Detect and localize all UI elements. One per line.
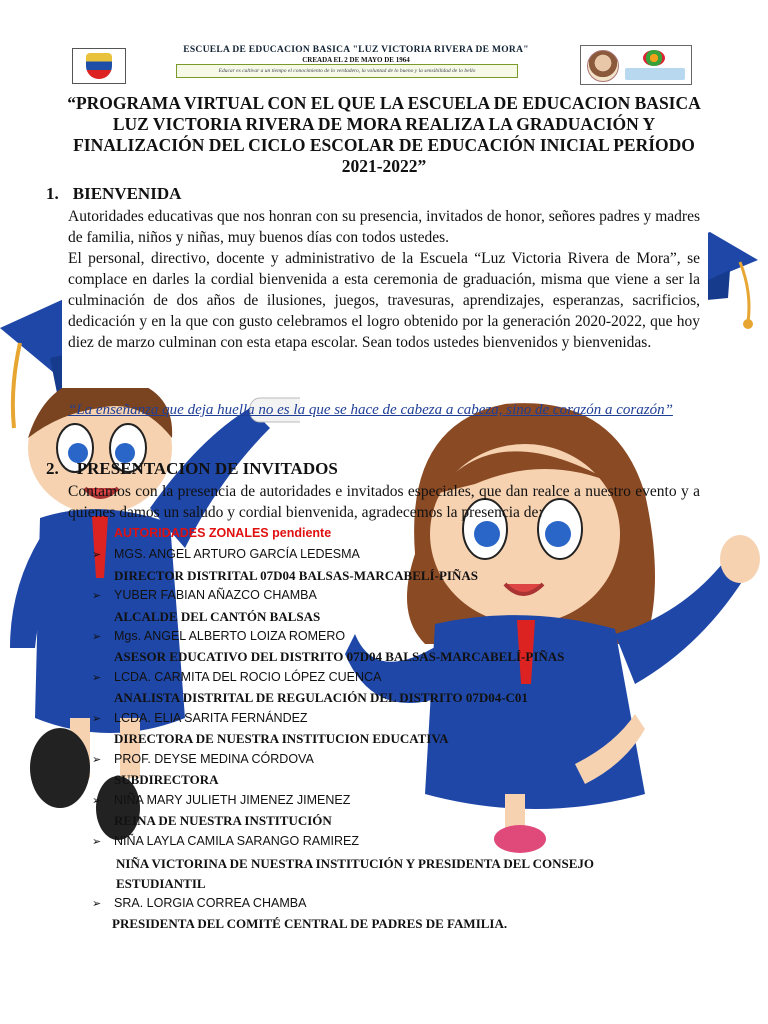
list-item	[92, 896, 306, 910]
list-item	[92, 547, 360, 561]
arrow-bullet-icon: ➢	[92, 713, 102, 725]
list-item	[92, 834, 359, 848]
graduate-girl-illustration	[345, 384, 765, 854]
guest-name: SRA. LORGIA CORREA CHAMBA	[114, 896, 307, 910]
guest-name: MGS. ANGEL ARTURO GARCÍA LEDESMA	[114, 547, 360, 561]
school-founded: CREADA EL 2 DE MAYO DE 1964	[302, 56, 410, 64]
arrow-bullet-icon: ➢	[92, 631, 102, 643]
list-item	[92, 793, 350, 807]
guest-role: NIÑA VICTORINA DE NUESTRA INSTITUCIÓN Y PRESIDENTA DEL CONSEJO ESTUDIANTIL	[116, 856, 594, 891]
arrow-bullet-icon: ➢	[92, 898, 102, 910]
section2-heading	[46, 459, 338, 479]
emblem-icon	[643, 50, 665, 66]
welcome-box	[62, 204, 708, 388]
section2-number: 2.	[46, 459, 59, 478]
arrow-bullet-icon: ➢	[92, 549, 102, 561]
section2-title: PRESENTACION DE INVITADOS	[76, 459, 338, 478]
arrow-bullet-icon: ➢	[92, 754, 102, 766]
list-item	[92, 588, 317, 602]
arrow-bullet-icon: ➢	[92, 590, 102, 602]
guest-name: NIÑA MARY JULIETH JIMENEZ JIMENEZ	[114, 793, 351, 807]
list-item	[92, 670, 381, 684]
guest-role: PRESIDENTA DEL COMITÉ CENTRAL DE PADRES DE FAMILIA.	[112, 916, 508, 931]
zonal-authorities-label	[114, 526, 331, 540]
zonal-authorities-text: AUTORIDADES ZONALES pendiente	[114, 526, 332, 540]
guest-role: ASESOR EDUCATIVO DEL DISTRITO 07D04 BALSAS-MARCABELÍ-PIÑAS	[114, 649, 565, 664]
guests-intro: Contamos con la presencia de autoridades e invitados especiales, que dan realce a nuestro evento y a quienes damos un saludo y cordial bienvenida, agradecemos la presencia de:	[68, 483, 700, 521]
guest-name: PROF. DEYSE MEDINA CÓRDOVA	[114, 752, 314, 766]
guest-name: LCDA. ELIA SARITA FERNÁNDEZ	[114, 711, 308, 725]
section1-heading	[46, 184, 181, 204]
list-item	[92, 629, 345, 643]
arrow-bullet-icon: ➢	[92, 672, 102, 684]
open-book-icon	[625, 68, 685, 80]
guest-role: DIRECTOR DISTRITAL 07D04 BALSAS-MARCABELÍ-PIÑAS	[114, 568, 478, 583]
guest-role: ALCALDE DEL CANTÓN BALSAS	[114, 609, 321, 624]
school-motto: Educar es cultivar a un tiempo el conocimiento de lo verdadero, la voluntad de lo bueno y la sensibilidad de lo bello	[176, 64, 518, 78]
arrow-bullet-icon: ➢	[92, 836, 102, 848]
list-item	[92, 752, 314, 766]
school-name: ESCUELA DE EDUCACION BASICA "LUZ VICTORIA RIVERA DE MORA"	[183, 45, 529, 55]
portrait-image	[587, 50, 619, 82]
welcome-paragraph-2: El personal, directivo, docente y administrativo de la Escuela “Luz Victoria Rivera de Mora”, se complace en darles la cordial bienvenida a esta ceremonia de graduación, misma que viene a ser la culminación de dos años de ilusiones, juegos, travesuras, aprendizajes, esperanzas, sacrificios, dedicación y en la que con gusto celebramos el logro obtenido por la generación 2020-2022, que hoy diez de marzo culminan con esta etapa escolar. Sean todos ustedes bienvenidos y bienvenidas.	[68, 250, 700, 351]
section1-title: BIENVENIDA	[72, 184, 182, 203]
institution-logos	[580, 45, 692, 85]
guest-role: ANALISTA DISTRITAL DE REGULACIÓN DEL DISTRITO 07D04-C01	[114, 690, 528, 705]
guest-role: SUBDIRECTORA	[114, 772, 219, 787]
guest-role: DIRECTORA DE NUESTRA INSTITUCION EDUCATIVA	[114, 731, 449, 746]
school-logo	[72, 48, 126, 84]
guest-name: LCDA. CARMITA DEL ROCIO LÓPEZ CUENCA	[114, 670, 382, 684]
list-item	[92, 711, 308, 725]
document-title: “PROGRAMA VIRTUAL CON EL QUE LA ESCUELA DE EDUCACION BASICA LUZ VICTORIA RIVERA DE MORA REALIZA LA GRADUACIÓN Y FINALIZACIÓN DEL CICLO ESCOLAR DE EDUCACIÓN INICIAL PERÍODO 2021-2022”	[67, 93, 701, 176]
guest-role: REINA DE NUESTRA INSTITUCIÓN	[114, 813, 332, 828]
welcome-paragraph-1: Autoridades educativas que nos honran con su presencia, invitados de honor, señores padres y madres de familia, niños y niñas, muy buenos días con todos ustedes.	[68, 208, 700, 246]
guest-name: NIÑA LAYLA CAMILA SARANGO RAMIREZ	[114, 834, 359, 848]
quote-text: “La enseñanza que deja huella no es la que se hace de cabeza a cabeza, sino de corazón a corazón”	[68, 402, 673, 418]
guest-name: YUBER FABIAN AÑAZCO CHAMBA	[114, 588, 317, 602]
guest-name: Mgs. ANGEL ALBERTO LOIZA ROMERO	[114, 629, 346, 643]
arrow-bullet-icon: ➢	[92, 795, 102, 807]
section1-number: 1.	[46, 184, 59, 203]
